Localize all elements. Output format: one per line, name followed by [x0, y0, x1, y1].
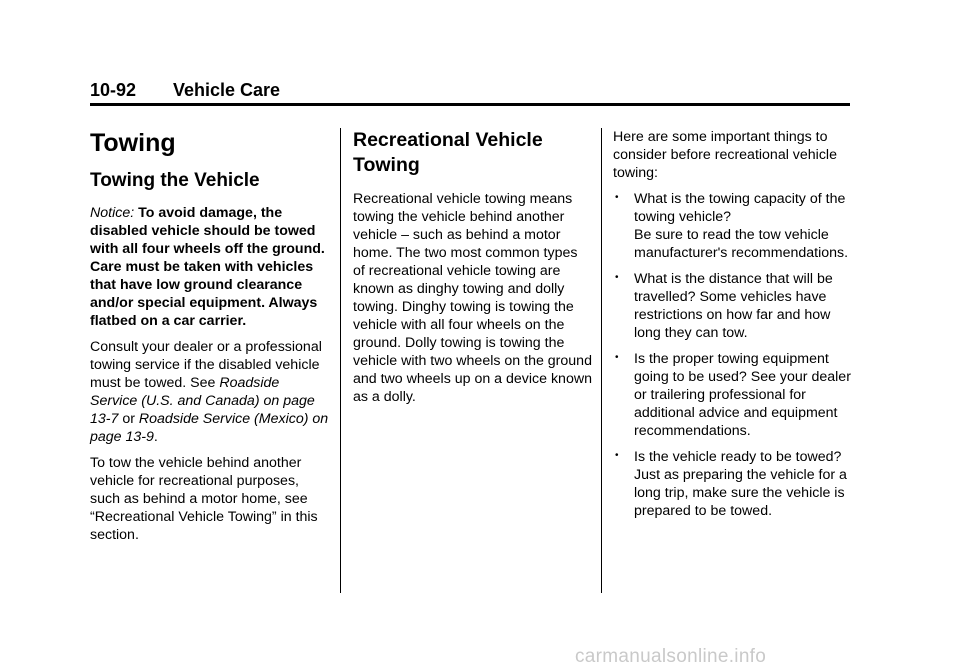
- column-2: [353, 128, 593, 414]
- list-item-text: What is the distance that will be travelled? Some vehicles have restrictions on how far and how long they can tow.: [634, 271, 833, 341]
- roadside-mexico-link[interactable]: Roadside Service (Mexico) on page 13-9: [90, 411, 329, 445]
- dealer-text: Consult your dealer or a professional towing service if the disabled vehicle must be towed. See: [90, 339, 322, 391]
- section-title: Vehicle Care: [173, 80, 281, 100]
- recreational-paragraph: Recreational vehicle towing means towing the vehicle behind another vehicle – such as behind a motor home. The two most common types of recreational vehicle towing are known as dinghy towing and dolly towing. Dinghy towing is towing the vehicle with all four wheels on the ground. Dolly towing is towing the vehicle with two wheels on the ground and two wheels up on a device known as a dolly.: [353, 191, 592, 405]
- bullet-icon: •: [615, 352, 619, 363]
- list-item: [613, 190, 853, 262]
- considerations-list: [613, 190, 853, 520]
- recreational-towing-heading: [353, 128, 593, 178]
- list-item-text: Be sure to read the tow vehicle manufacturer's recommendations.: [634, 227, 849, 261]
- roadside-us-link[interactable]: Roadside Service (U.S. and Canada) on page 13-7: [90, 375, 315, 427]
- list-item: [613, 448, 853, 520]
- recreational-ref-paragraph: To tow the vehicle behind another vehicle for recreational purposes, such as behind a motor home, see “Recreational Vehicle Towing” in this section.: [90, 455, 318, 543]
- column-1: [90, 128, 330, 552]
- towing-vehicle-heading: Towing the Vehicle: [90, 170, 260, 191]
- heading-line-2: Towing: [353, 154, 420, 176]
- notice-text: To avoid damage, the disabled vehicle should be towed with all four wheels off the ground. Care must be taken with vehicles that have low ground clearance and/or special equipment. Always flatbed on a car carrier.: [90, 205, 325, 329]
- list-item-text: Is the vehicle ready to be towed? Just as preparing the vehicle for a long trip, make sure the vehicle is prepared to be towed.: [634, 449, 847, 519]
- column-3: [613, 128, 853, 528]
- column-divider-2: [601, 128, 602, 593]
- towing-heading: Towing: [90, 129, 176, 157]
- dealer-paragraph: [90, 338, 330, 446]
- intro-paragraph: Here are some important things to consider before recreational vehicle towing:: [613, 129, 837, 181]
- dealer-text-or: or: [118, 411, 139, 427]
- column-divider-1: [340, 128, 341, 593]
- notice-paragraph: [90, 204, 330, 330]
- watermark: carmanualsonline.info: [575, 646, 767, 667]
- dealer-text-end: .: [153, 429, 158, 445]
- bullet-icon: •: [615, 272, 619, 283]
- heading-line-1: Recreational Vehicle: [353, 129, 543, 151]
- list-item: [613, 270, 853, 342]
- list-item-text: What is the towing capacity of the towing vehicle?: [634, 191, 846, 225]
- list-item: [613, 350, 853, 440]
- notice-label: Notice:: [90, 205, 135, 221]
- list-item-text: Is the proper towing equipment going to be used? See your dealer or trailering professional for additional advice and equipment recommendations.: [634, 351, 851, 439]
- page-number: 10-92: [90, 80, 137, 100]
- bullet-icon: •: [615, 192, 619, 203]
- header-rule: [90, 103, 850, 106]
- bullet-icon: •: [615, 450, 619, 461]
